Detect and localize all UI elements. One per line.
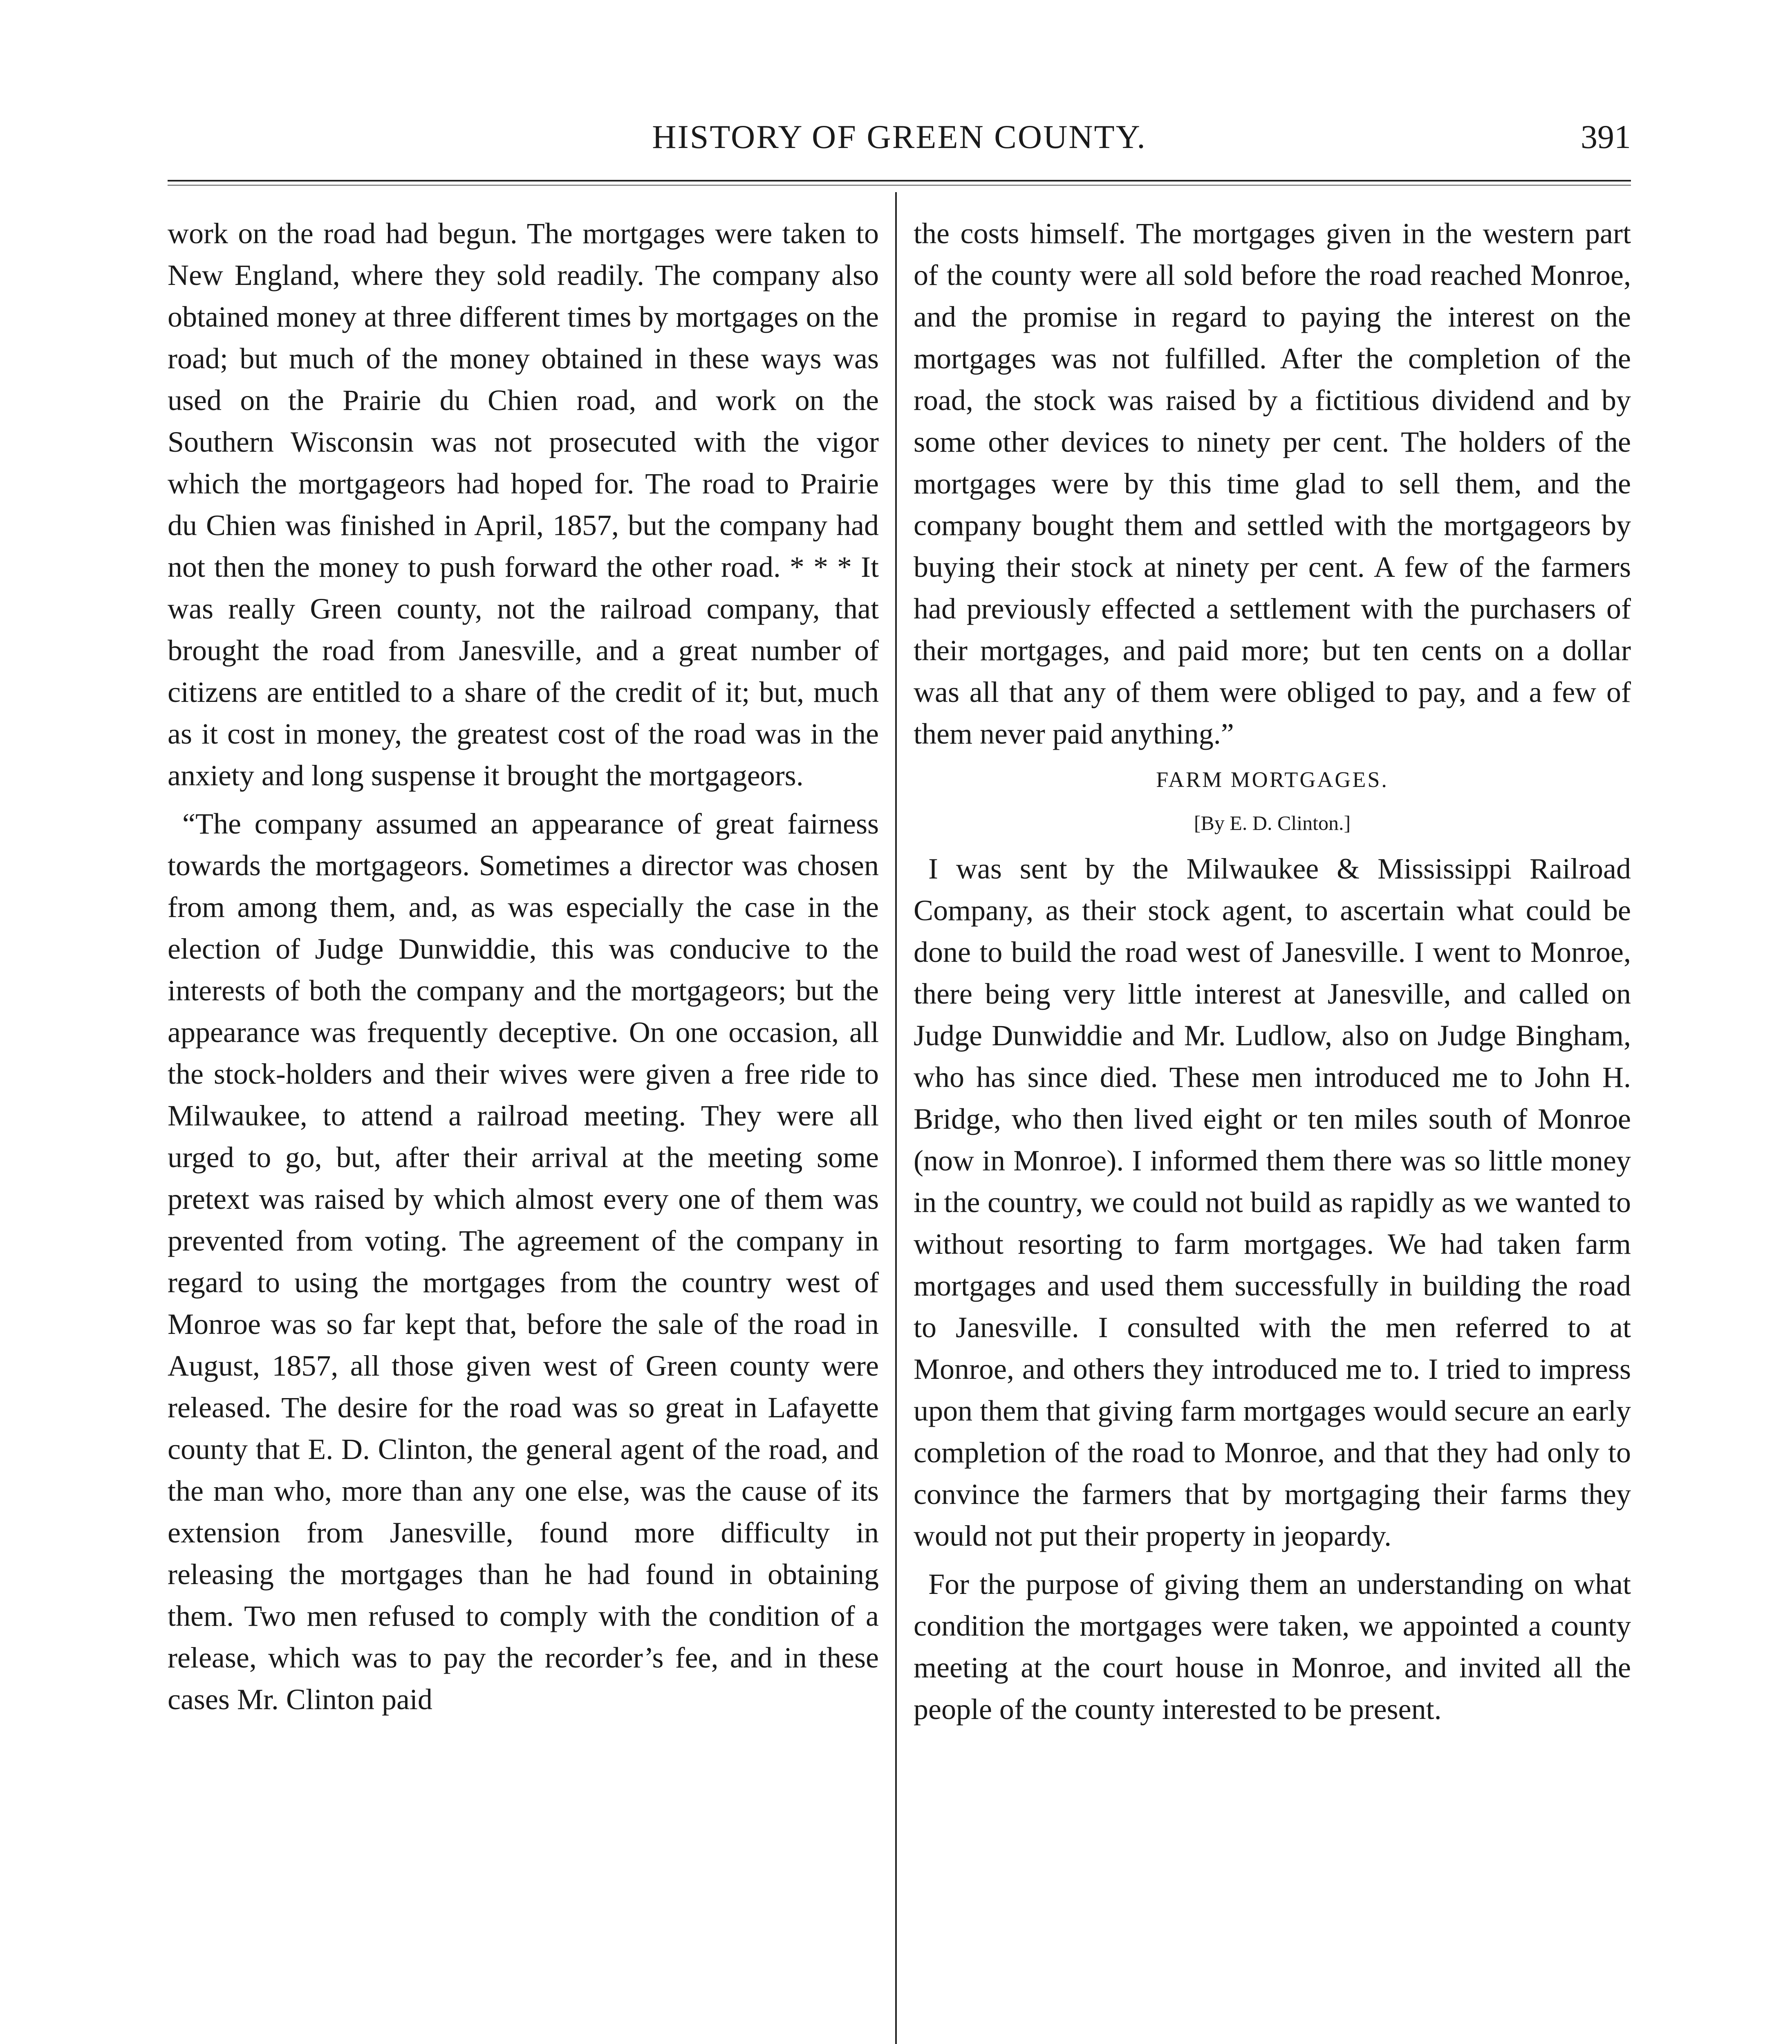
paragraph: I was sent by the Milwaukee & Mississippi Railroad Company, as their stock agent, to ascertain what could be done to build the road west of Janesville. I went to Monroe, there being very little interest at Janesville, and called on Judge Dunwiddie and Mr. Ludlow, also on Judge Bingham, who has since died. These men introduced me to John H. Bridge, who then lived eight or ten miles south of Monroe (now in Monroe). I informed them there was so little money in the country, we could not build as rapidly as we wanted to without resorting to farm mortgages. We had taken farm mortgages and used them successfully in building the road to Janesville. I consulted with the men referred to at Monroe, and others they introduced me to. I tried to impress upon them that giving farm mortgages would secure an early completion of the road to Monroe, and that they had only to convince the farmers that by mortgaging their farms they would not put their property in jeopardy. xyxy=(914,852,1631,1552)
running-title: HISTORY OF GREEN COUNTY. xyxy=(652,118,1147,155)
right-column xyxy=(914,213,1631,1737)
header-rule xyxy=(168,180,1631,182)
paragraph: “The company assumed an appearance of great fairness towards the mortgageors. Sometimes a director was chosen from among them, and, as was especially the case in the election of Judge Dunwiddie, this was conducive to the interests of both the company and the mortgageors; but the appearance was frequently deceptive. On one occasion, all the stock-holders and their wives were given a free ride to Milwaukee, to attend a railroad meeting. They were all urged to go, but, after their arrival at the meeting some pretext was raised by which almost every one of them was prevented from voting. The agreement of the company in regard to using the mortgages from the country west of Monroe was so far kept that, before the sale of the road in August, 1857, all those given west of Green county were released. The desire for the road was so great in Lafayette county that E. D. Clinton, the general agent of the road, and the man who, more than any one else, was the cause of its extension from Janesville, found more difficulty in releasing the mortgages than he had found in obtaining them. Two men refused to comply with the condition of a release, which was to pay the recorder’s fee, and in these cases Mr. Clinton paid xyxy=(168,807,879,1716)
page-number: 391 xyxy=(1581,118,1631,155)
section-heading: FARM MORTGAGES. xyxy=(1156,767,1389,792)
byline: [By E. D. Clinton.] xyxy=(1194,811,1351,834)
left-column xyxy=(168,213,879,1727)
paragraph: For the purpose of giving them an understanding on what condition the mortgages were taken, we appointed a county meeting at the court house in Monroe, and invited all the people of the county interested to be present. xyxy=(914,1568,1631,1726)
column-divider xyxy=(895,192,897,2044)
header-rule-thin xyxy=(168,185,1631,186)
paragraph: the costs himself. The mortgages given in the western part of the county were all sold before the road reached Monroe, and the promise in regard to paying the interest on the mortgages was not fulfilled. After the completion of the road, the stock was raised by a fictitious dividend and by some other devices to ninety per cent. The holders of the mortgages were by this time glad to sell them, and the company bought them and settled with the mortgageors by buying their stock at ninety per cent. A few of the farmers had previously effected a settlement with the purchasers of their mortgages, and paid more; but ten cents on a dollar was all that any of them were obliged to pay, and a few of them never paid anything.” xyxy=(914,217,1631,750)
page-header xyxy=(168,110,1631,168)
paragraph: work on the road had begun. The mortgages were taken to New England, where they sold readily. The company also obtained money at three different times by mortgages on the road; but much of the money obtained in these ways was used on the Prairie du Chien road, and work on the Southern Wisconsin was not prosecuted with the vigor which the mortgageors had hoped for. The road to Prairie du Chien was finished in April, 1857, but the company had not then the money to push forward the other road. * * * It was really Green county, not the railroad company, that brought the road from Janesville, and a great number of citizens are entitled to a share of the credit of it; but, much as it cost in money, the greatest cost of the road was in the anxiety and long suspense it brought the mortgageors. xyxy=(168,217,879,792)
